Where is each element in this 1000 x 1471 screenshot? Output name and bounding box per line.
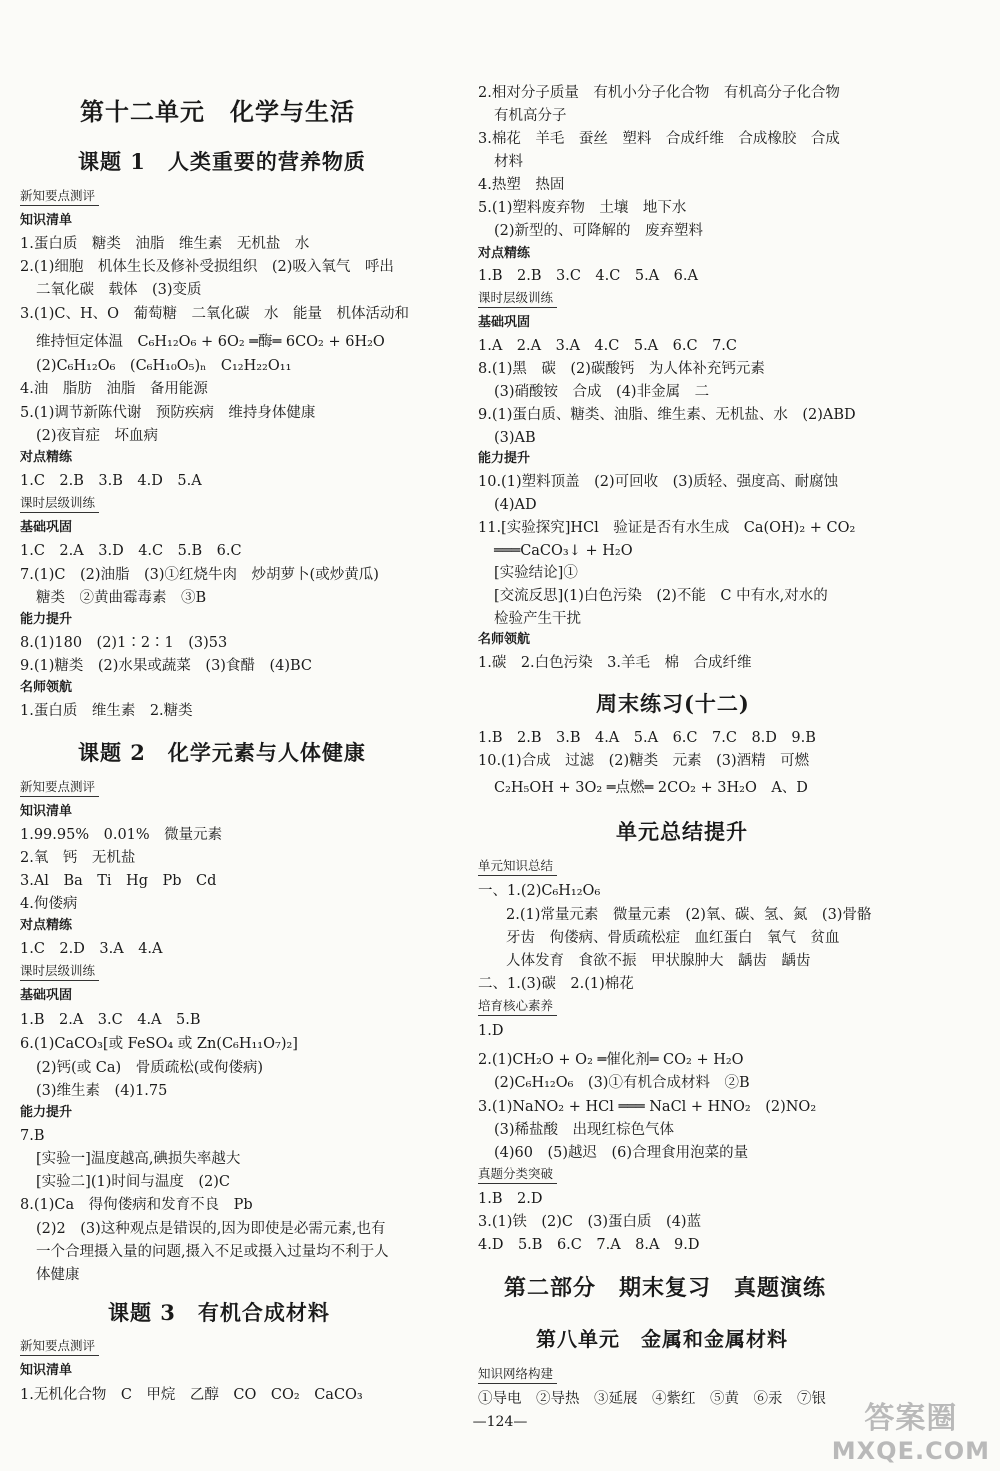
answer-line: 牙齿 佝偻病、骨质疏松症 血红蛋白 氧气 贫血 xyxy=(506,930,840,946)
section-box-label: 课时层级训练 xyxy=(20,495,99,513)
answer-line: 有机高分子 xyxy=(494,108,567,124)
section-box-label: 新知要点测评 xyxy=(20,779,99,797)
answer-line: 一、1.(2)C₆H₁₂O₆ xyxy=(478,883,601,899)
answer-line: 检验产生干扰 xyxy=(494,611,581,627)
answer-line: 3.(1)铁 (2)C (3)蛋白质 (4)蓝 xyxy=(478,1214,702,1230)
section-label: 对点精练 xyxy=(478,246,531,261)
section-label: 能力提升 xyxy=(20,612,73,627)
unit-8-title: 第八单元 金属和金属材料 xyxy=(536,1327,788,1351)
watermark-logo-text: 答案圈 xyxy=(864,1401,958,1436)
answer-line: 4.佝偻病 xyxy=(20,896,78,912)
section-label: 能力提升 xyxy=(20,1105,73,1120)
section-label: 能力提升 xyxy=(478,451,531,466)
lesson-3-title: 课题 3 有机合成材料 xyxy=(108,1300,330,1325)
page-number: —124— xyxy=(472,1414,528,1430)
answer-line: C₂H₅OH + 3O₂ ═点燃═ 2CO₂ + 3H₂O A、D xyxy=(494,780,808,796)
answer-line: 二、1.(3)碳 2.(1)棉花 xyxy=(478,976,634,992)
answer-line: (2)新型的、可降解的 废弃塑料 xyxy=(494,223,704,239)
answer-line: 9.(1)糖类 (2)水果或蔬菜 (3)食醋 (4)BC xyxy=(20,658,313,674)
answer-line: 4.油 脂肪 油脂 备用能源 xyxy=(20,381,208,397)
section-label: 基础巩固 xyxy=(478,315,531,330)
answer-line: [交流反思](1)白色污染 (2)不能 C 中有水,对水的 xyxy=(494,588,828,604)
answer-line: 1.B 2.B 3.C 4.C 5.A 6.A xyxy=(478,268,698,284)
answer-line: 8.(1)Ca 得佝偻病和发育不良 Pb xyxy=(20,1197,253,1213)
section-box-label: 培育核心素养 xyxy=(478,998,557,1016)
answer-line: [实验一]温度越高,碘损失率越大 xyxy=(36,1151,241,1167)
answer-line: 11.[实验探究]HCl 验证是否有水生成 Ca(OH)₂ + CO₂ xyxy=(478,520,856,536)
answer-line: 1.B 2.D xyxy=(478,1191,543,1207)
section-box-label: 新知要点测评 xyxy=(20,188,99,206)
answer-line: 1.B 2.A 3.C 4.A 5.B xyxy=(20,1012,201,1028)
section-label: 基础巩固 xyxy=(20,988,73,1003)
answer-line: (3)AB xyxy=(494,430,536,446)
answer-line: 2.(1)CH₂O + O₂ ═催化剂═ CO₂ + H₂O xyxy=(478,1052,744,1068)
answer-line: 1.C 2.A 3.D 4.C 5.B 6.C xyxy=(20,543,242,559)
answer-line: ═══CaCO₃↓ + H₂O xyxy=(494,543,633,559)
section-label: 对点精练 xyxy=(20,918,73,933)
answer-line: 人体发育 食欲不振 甲状腺肿大 龋齿 龋齿 xyxy=(506,953,811,969)
answer-line: 1.C 2.B 3.B 4.D 5.A xyxy=(20,473,202,489)
weekly-practice-title: 周末练习(十二) xyxy=(596,691,750,716)
answer-line: 1.蛋白质 糖类 油脂 维生素 无机盐 水 xyxy=(20,236,310,252)
answer-line: (3)维生素 (4)1.75 xyxy=(36,1083,168,1099)
answer-line: 8.(1)黑 碳 (2)碳酸钙 为人体补充钙元素 xyxy=(478,361,765,377)
watermark xyxy=(832,1393,990,1465)
answer-line: 3.(1)NaNO₂ + HCl ═══ NaCl + HNO₂ (2)NO₂ xyxy=(478,1099,817,1115)
lesson-1-title: 课题 1 人类重要的营养物质 xyxy=(78,149,366,174)
answer-line: 10.(1)合成 过滤 (2)糖类 元素 (3)酒精 可燃 xyxy=(478,753,810,769)
section-box-label: 新知要点测评 xyxy=(20,1338,99,1356)
answer-line: 4.D 5.B 6.C 7.A 8.A 9.D xyxy=(478,1237,700,1253)
answer-line: 3.Al Ba Ti Hg Pb Cd xyxy=(20,873,217,889)
answer-line: (2)钙(或 Ca) 骨质疏松(或佝偻病) xyxy=(36,1060,264,1076)
answer-line: 1.B 2.B 3.B 4.A 5.A 6.C 7.C 8.D 9.B xyxy=(478,730,816,746)
answer-line: 5.(1)塑料废弃物 土壤 地下水 xyxy=(478,200,687,216)
section-box-label: 知识网络构建 xyxy=(478,1366,557,1384)
answer-line: 2.氧 钙 无机盐 xyxy=(20,850,136,866)
answer-line: (2)2 (3)这种观点是错误的,因为即使是必需元素,也有 xyxy=(36,1221,386,1237)
answer-line: 1.C 2.D 3.A 4.A xyxy=(20,941,163,957)
answer-line: 9.(1)蛋白质、糖类、油脂、维生素、无机盐、水 (2)ABD xyxy=(478,407,856,423)
answer-line: 2.(1)常量元素 微量元素 (2)氧、碳、氢、氮 (3)骨骼 xyxy=(506,907,872,923)
section-box-label: 真题分类突破 xyxy=(478,1166,557,1184)
answer-line: 维持恒定体温 C₆H₁₂O₆ + 6O₂ ═酶═ 6CO₂ + 6H₂O xyxy=(36,334,385,350)
answer-line: [实验结论]① xyxy=(494,565,578,581)
section-box-label: 课时层级训练 xyxy=(478,290,557,308)
section-box-label: 课时层级训练 xyxy=(20,963,99,981)
section-label: 知识清单 xyxy=(20,1363,73,1378)
part-two-title: 第二部分 期末复习 真题演练 xyxy=(504,1275,827,1301)
answer-line: 二氧化碳 载体 (3)变质 xyxy=(36,282,202,298)
answer-line: (2)C₆H₁₂O₆ (3)①有机合成材料 ②B xyxy=(494,1075,750,1091)
answer-line: 4.热塑 热固 xyxy=(478,177,565,193)
answer-line: (2)C₆H₁₂O₆ (C₆H₁₀O₅)ₙ C₁₂H₂₂O₁₁ xyxy=(36,358,292,374)
answer-line: 体健康 xyxy=(36,1267,80,1283)
section-label: 名师领航 xyxy=(20,680,73,695)
answer-line: 10.(1)塑料顶盖 (2)可回收 (3)质轻、强度高、耐腐蚀 xyxy=(478,474,839,490)
section-label: 名师领航 xyxy=(478,632,531,647)
section-box-label: 单元知识总结 xyxy=(478,858,557,876)
answer-line: 1.无机化合物 C 甲烷 乙醇 CO CO₂ CaCO₃ xyxy=(20,1387,363,1403)
answer-line: 1.99.95% 0.01% 微量元素 xyxy=(20,827,223,843)
watermark-url: MXQE.COM xyxy=(831,1437,990,1465)
answer-line: 7.B xyxy=(20,1128,45,1144)
answer-line: 3.(1)C、H、O 葡萄糖 二氧化碳 水 能量 机体活动和 xyxy=(20,306,409,322)
answer-line: 一个合理摄入量的问题,摄入不足或摄入过量均不利于人 xyxy=(36,1244,389,1260)
section-label: 知识清单 xyxy=(20,213,73,228)
answer-line: 6.(1)CaCO₃[或 FeSO₄ 或 Zn(C₆H₁₁O₇)₂] xyxy=(20,1036,298,1052)
answer-line: (3)稀盐酸 出现红棕色气体 xyxy=(494,1122,675,1138)
unit-title: 第十二单元 化学与生活 xyxy=(80,97,355,126)
answer-line: (4)AD xyxy=(494,497,537,513)
answer-line: ①导电 ②导热 ③延展 ④紫红 ⑤黄 ⑥汞 ⑦银 xyxy=(478,1391,826,1407)
answer-line: (4)60 (5)越迟 (6)合理食用泡菜的量 xyxy=(494,1145,749,1161)
answer-line: 1.D xyxy=(478,1023,504,1039)
answer-line: (3)硝酸铵 合成 (4)非金属 二 xyxy=(494,384,710,400)
answer-line: 糖类 ②黄曲霉毒素 ③B xyxy=(36,590,207,606)
answer-line: 1.A 2.A 3.A 4.C 5.A 6.C 7.C xyxy=(478,338,738,354)
answer-line: 8.(1)180 (2)1∶2∶1 (3)53 xyxy=(20,635,228,651)
unit-summary-title: 单元总结提升 xyxy=(616,819,748,844)
section-label: 对点精练 xyxy=(20,450,73,465)
answer-line: 2.(1)细胞 机体生长及修补受损组织 (2)吸入氧气 呼出 xyxy=(20,259,394,275)
answer-line: (2)夜盲症 坏血病 xyxy=(36,428,159,444)
answer-line: [实验二](1)时间与温度 (2)C xyxy=(36,1174,230,1190)
lesson-2-title: 课题 2 化学元素与人体健康 xyxy=(78,740,366,765)
section-label: 基础巩固 xyxy=(20,520,73,535)
answer-line: 1.碳 2.白色污染 3.羊毛 棉 合成纤维 xyxy=(478,655,752,671)
answer-line: 7.(1)C (2)油脂 (3)①红烧牛肉 炒胡萝卜(或炒黄瓜) xyxy=(20,567,379,583)
section-label: 知识清单 xyxy=(20,804,73,819)
answer-line: 3.棉花 羊毛 蚕丝 塑料 合成纤维 合成橡胶 合成 xyxy=(478,131,840,147)
answer-line: 2.相对分子质量 有机小分子化合物 有机高分子化合物 xyxy=(478,85,840,101)
answer-line: 材料 xyxy=(494,154,523,170)
answer-line: 5.(1)调节新陈代谢 预防疾病 维持身体健康 xyxy=(20,405,316,421)
answer-line: 1.蛋白质 维生素 2.糖类 xyxy=(20,703,193,719)
